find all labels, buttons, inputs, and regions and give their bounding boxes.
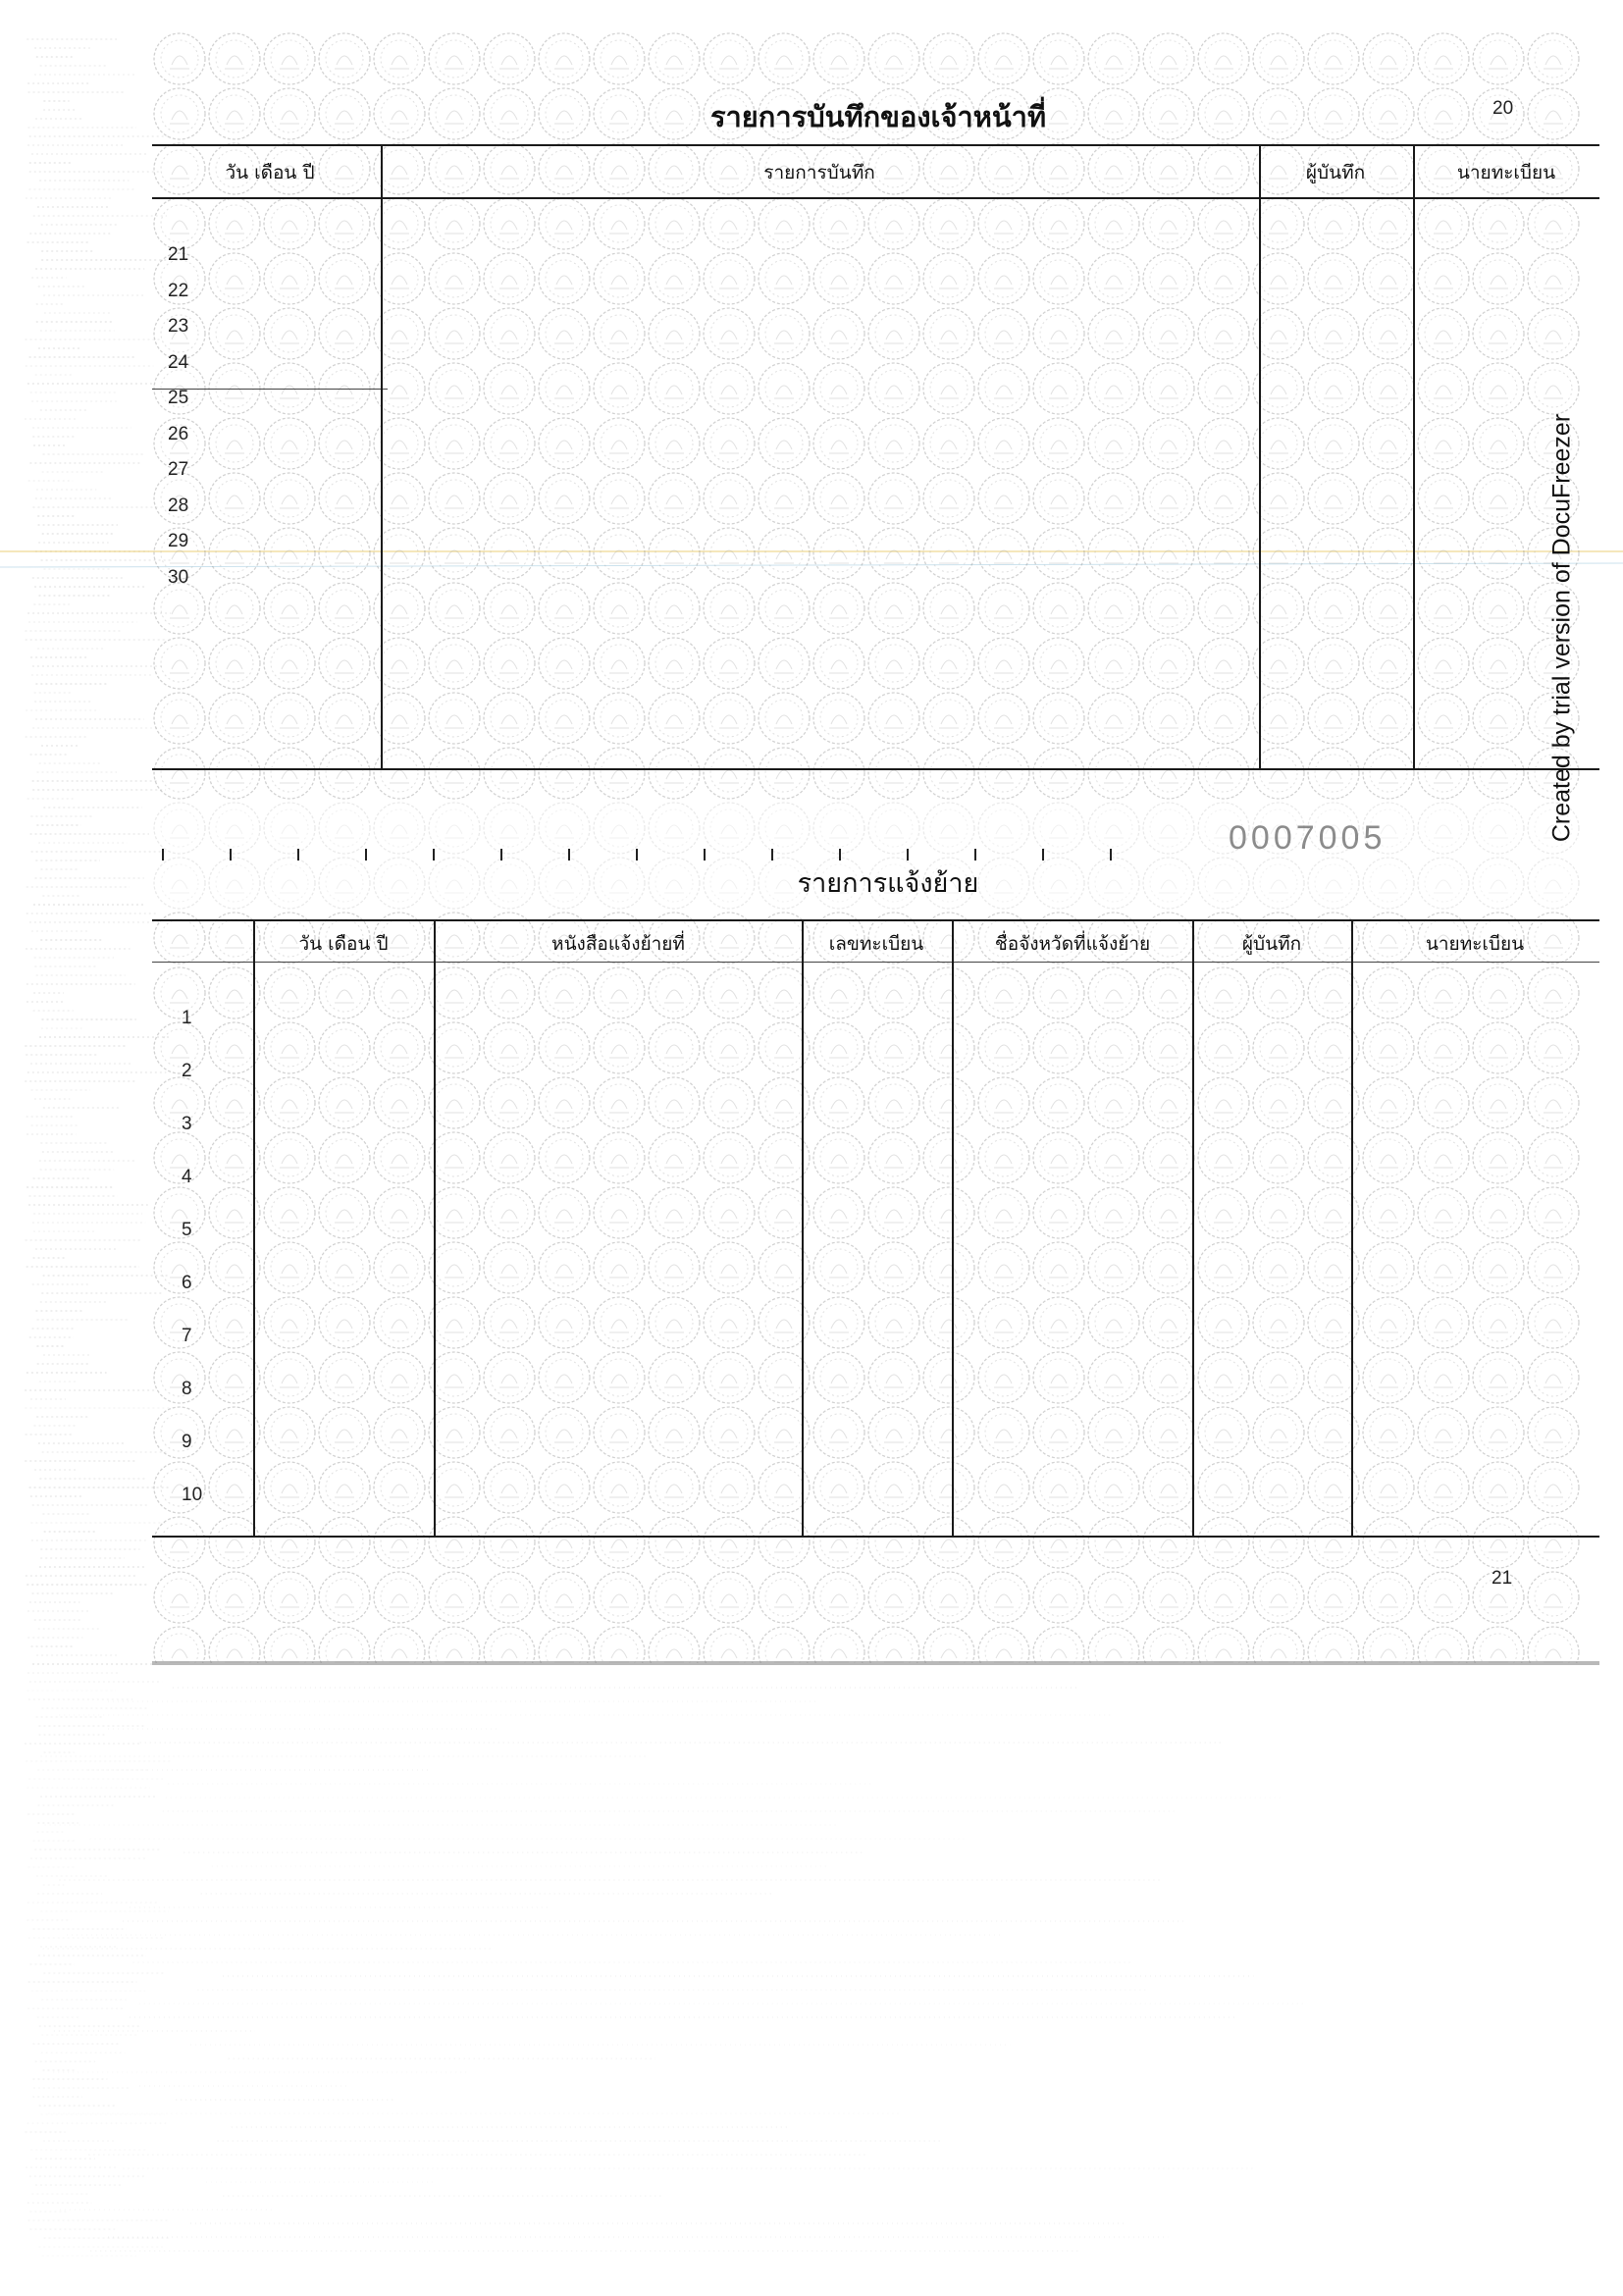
relocation-row-number: 10 [182,1485,203,1505]
officer-records-title: รายการบันทึกของเจ้าหน้าที่ [709,100,1047,133]
officer-row-number: 21 [168,244,189,265]
page-number-top: 20 [1492,98,1514,119]
docufreezer-watermark: Created by trial version of DocuFreezer [1547,413,1576,843]
officer-header-recorder: ผู้บันทึก [1305,162,1366,183]
relocation-table-top-border [152,919,1599,921]
tick-mark [365,849,367,861]
officer-row-number: 26 [168,423,189,444]
relocation-header-reg-no: เลขทะเบียน [828,933,924,955]
officer-row-number: 24 [168,351,189,373]
relocation-header-recorder: ผู้บันทึก [1241,933,1302,955]
relocation-row-number: 9 [182,1432,192,1452]
officer-row-number: 27 [168,459,189,480]
relocation-table-header-border [152,962,1599,963]
officer-row-number: 29 [168,531,189,551]
officer-table-header-border [152,197,1599,199]
relocation-row-number: 7 [182,1326,192,1346]
tick-mark [907,849,909,861]
tick-mark [230,849,232,861]
officer-header-registrar: นายทะเบียน [1456,162,1556,183]
relocation-row-number: 3 [182,1114,192,1134]
relocation-col-divider-5 [1192,919,1194,1536]
relocation-row-number: 6 [182,1273,192,1293]
relocation-col-divider-1 [253,919,255,1536]
relocation-row-number: 4 [182,1167,192,1187]
officer-table-top-border [152,144,1599,146]
tick-mark [500,849,502,861]
register-sheet [152,29,1599,1663]
tick-mark [974,849,976,861]
officer-header-date: วัน เดือน ปี [225,162,315,183]
relocation-col-divider-4 [952,919,954,1536]
tick-mark [162,849,164,861]
tick-mark [1110,849,1112,861]
relocation-header-registrar: นายทะเบียน [1425,933,1525,955]
officer-col-divider-3 [1413,144,1415,768]
tick-mark [839,849,841,861]
relocation-table-bottom-border [152,1536,1599,1538]
relocation-header-notice-no: หนังสือแจ้งย้ายที่ [551,933,685,955]
tick-mark [1042,849,1044,861]
tick-mark [636,849,638,861]
tick-mark [568,849,570,861]
relocation-col-divider-3 [802,919,804,1536]
relocation-header-province: ชื่อจังหวัดที่แจ้งย้าย [994,933,1151,955]
relocation-col-divider-6 [1351,919,1353,1536]
officer-row-number: 25 [168,388,189,408]
relocation-row-number: 5 [182,1220,192,1240]
officer-row-number: 28 [168,495,189,516]
relocation-header-date: วัน เดือน ปี [298,933,389,955]
officer-table-bottom-border [152,768,1599,770]
tick-mark [433,849,435,861]
relocation-col-divider-2 [434,919,436,1536]
faded-reference-number: 0007005 [1229,819,1387,857]
tick-mark [771,849,773,861]
tick-mark [297,849,299,861]
officer-header-entry: รายการบันทึก [763,162,875,183]
tick-mark [704,849,706,861]
relocation-row-number: 2 [182,1061,192,1081]
officer-row-number: 23 [168,316,189,337]
officer-col-divider-1 [381,144,383,768]
relocation-row-number: 8 [182,1379,192,1399]
officer-row-number: 22 [168,280,189,301]
officer-col-divider-2 [1259,144,1261,768]
relocation-title: รายการแจ้งย้าย [797,868,979,899]
page-number-bottom: 21 [1492,1568,1513,1589]
relocation-row-number: 1 [182,1008,192,1028]
officer-row-number: 30 [168,566,189,588]
